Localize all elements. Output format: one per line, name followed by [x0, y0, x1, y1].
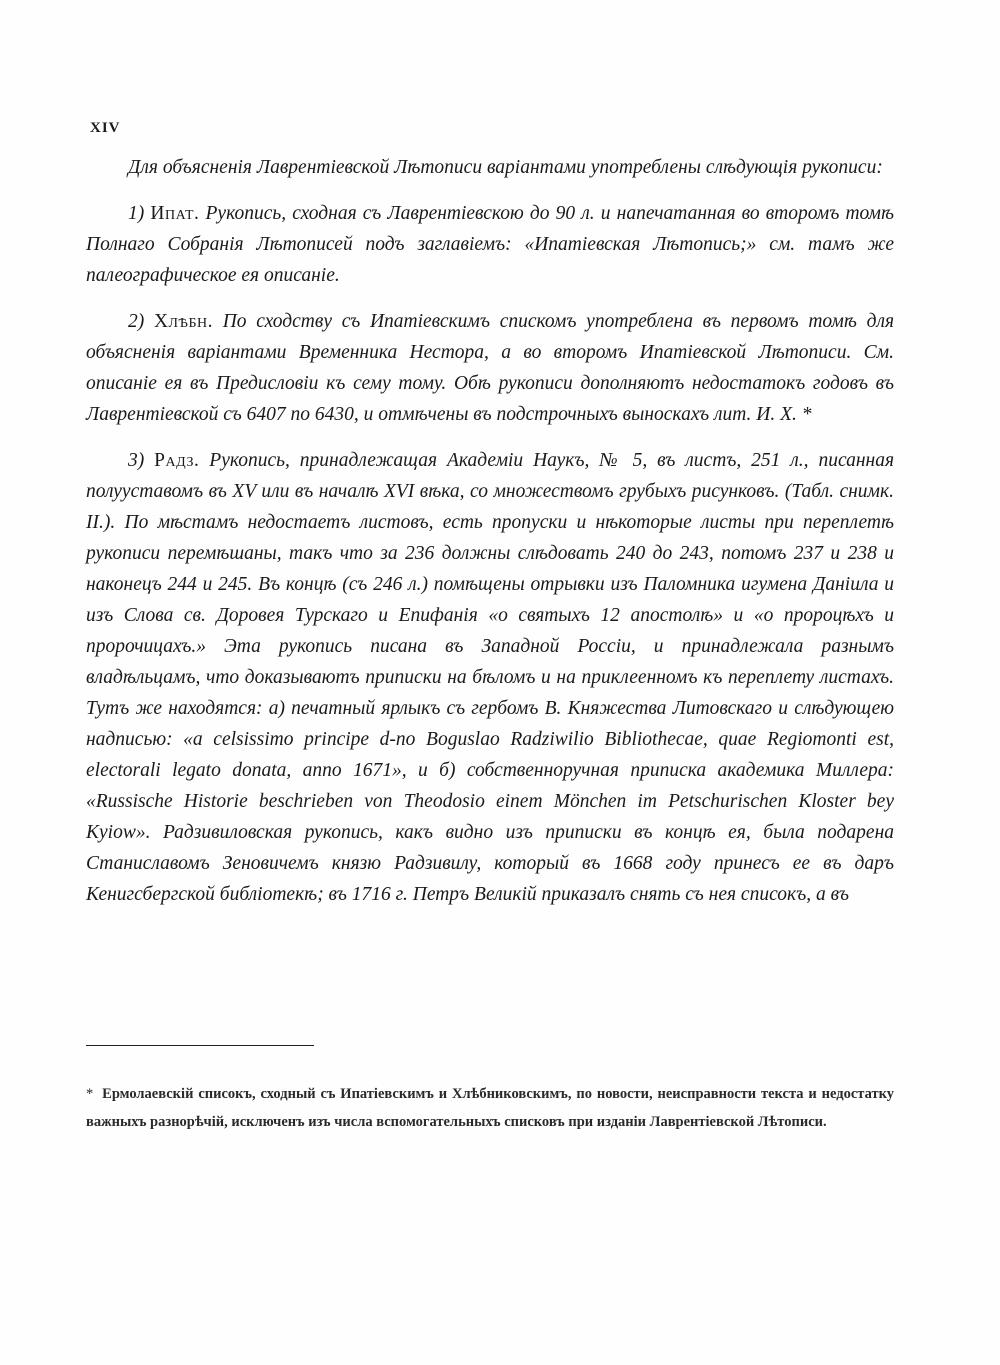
manuscript-entry-1	[86, 198, 894, 291]
footnote	[86, 1080, 894, 1136]
entry-text: По сходству съ Ипатіевскимъ спискомъ употреблена въ первомъ томѣ для объясненія варіантами Временника Нестора, а во второмъ Ипатіевской Лѣтописи. См. описаніе ея въ Предисловіи къ сему тому. Обѣ рукописи дополняютъ недостатокъ годовъ въ Лаврентіевской съ 6407 по 6430, и отмѣчены въ подстрочныхъ выноскахъ лит. И. Х. *	[86, 311, 895, 425]
page-number: XIV	[90, 120, 121, 136]
intro-paragraph: Для объясненія Лаврентіевской Лѣтописи варіантами употреблены слѣдующія рукописи:	[128, 157, 883, 178]
manuscript-entry-3	[86, 445, 894, 910]
entry-label: Хлѣбн.	[153, 311, 213, 332]
entry-label: Ипат.	[150, 203, 200, 224]
manuscript-entry-2	[86, 306, 894, 430]
body-text	[86, 152, 894, 925]
entry-label: Радз.	[154, 450, 200, 471]
footnote-text: Ермолаевскій списокъ, сходный съ Ипатіевскимъ и Хлѣбниковскимъ, по новости, неисправности текста и недостатку важныхъ разнорѣчій, исключенъ изъ числа вспомогательныхъ списковъ при изданіи Лаврентіевской Лѣтописи.	[86, 1086, 895, 1130]
footnote-mark: *	[86, 1086, 94, 1102]
footnote-divider	[86, 1045, 314, 1046]
entry-marker: 3)	[128, 450, 145, 471]
entry-text: Рукопись, принадлежащая Академіи Наукъ, № 5, въ листъ, 251 л., писанная полууставомъ въ XV или въ началѣ XVI вѣка, со множествомъ грубыхъ рисунковъ. (Табл. снимк. II.). По мѣстамъ недостаетъ листовъ, есть пропуски и нѣкоторые листы при переплетѣ рукописи перемѣшаны, такъ что за 236 должны слѣдовать 240 до 243, потомъ 237 и 238 и наконецъ 244 и 245. Въ концѣ (съ 246 л.) помѣщены отрывки изъ Паломника игумена Даніила и изъ Слова св. Доровея Турскаго и Епифанія «о святыхъ 12 апостолѣ» и «о пророцѣхъ и пророчицахъ.» Эта рукопись писана въ Западной Россіи, и принадлежала разнымъ владѣльцамъ, что доказываютъ приписки на бѣломъ и на приклеенномъ къ переплету листахъ. Тутъ же находятся: а) печатный ярлыкъ съ гербомъ В. Княжества Литовскаго и слѣдующею надписью: «a celsissimo principe d-no Boguslao Radziwilio Bibliothecae, quae Regiomonti est, electorali legato donata, anno 1671», и б) собственноручная приписка академика Миллера: «Russische Historie beschrieben von Theodosio einem Mönchen im Petschurischen Kloster bey Kyiow». Радзивиловская рукопись, какъ видно изъ приписки въ концѣ ея, была подарена Станиславомъ Зеновичемъ князю Радзивилу, который въ 1668 году принесъ ее въ даръ Кенигсбергской библіотекѣ; въ 1716 г. Петръ Великій приказалъ снять съ нея списокъ, а въ	[86, 450, 895, 905]
entry-marker: 1)	[128, 203, 145, 224]
entry-text: Рукопись, сходная съ Лаврентіевскою до 90 л. и напечатанная во второмъ томѣ Полнаго Собранія Лѣтописей подъ заглавіемъ: «Ипатіевская Лѣтопись;» см. тамъ же палеографическое ея описаніе.	[86, 203, 894, 286]
entry-marker: 2)	[128, 311, 145, 332]
